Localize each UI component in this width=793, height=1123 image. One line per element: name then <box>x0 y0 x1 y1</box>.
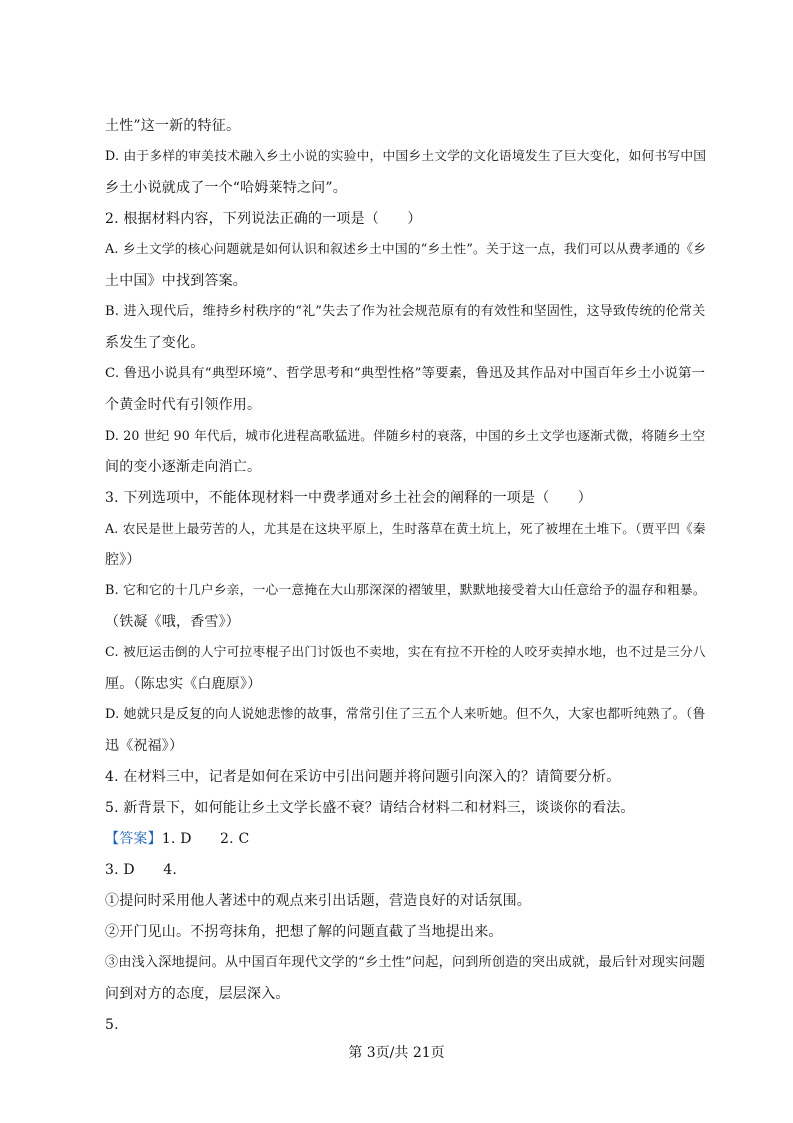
option-c: C. 鲁迅小说具有“典型环境”、哲学思考和“典型性格”等要素，鲁迅及其作品对中国百年乡土小说第一 <box>105 366 706 381</box>
text-line: 系发生了变化。 <box>105 335 205 351</box>
question-4: 4. 在材料三中，记者是如何在采访中引出问题并将问题引向深入的？请简要分析。 <box>105 769 621 785</box>
text-line: 个黄金时代有引领作用。 <box>105 397 262 413</box>
answer-tag: 【答案】 <box>105 831 162 847</box>
text-line: 腔》） <box>105 552 141 568</box>
page-footer: 第 3页/共 21页 <box>348 1045 445 1061</box>
option-b: B. 它和它的十几户乡亲，一心一意掩在大山那深深的褶皱里，默默地接受着大山任意给予的温存和粗暴。 <box>105 583 706 598</box>
answer-text: 1. D 2. C <box>161 831 250 847</box>
option-c: C. 被厄运击倒的人宁可拉枣棍子出门讨饭也不卖地，实在有拉不开栓的人咬牙卖掉水地，也不过是三分八 <box>105 645 706 660</box>
question-3: 3. 下列选项中，不能体现材料一中费孝通对乡土社会的阐释的一项是（ ） <box>105 490 593 506</box>
answer-line <box>105 830 705 848</box>
question-5: 5. 新背景下，如何能让乡土文学长盛不衰？请结合材料二和材料三，谈谈你的看法。 <box>105 800 635 816</box>
question-2: 2. 根据材料内容，下列说法正确的一项是（ ） <box>105 211 422 227</box>
answer-line: 5. <box>105 1017 119 1033</box>
text-line: （铁凝《哦，香雪》） <box>105 614 240 630</box>
option-a: A. 农民是世上最劳苦的人，尤其是在这块平原上，生时落草在黄土坑上，死了被埋在土堆下。（贾平凹《秦 <box>105 521 706 536</box>
text-line: 土中国》中找到答案。 <box>105 273 247 289</box>
text-line: 厘。（陈忠实《白鹿原》） <box>105 676 262 692</box>
option-d: D. 她就只是反复的向人说她悲惨的故事，常常引住了三五个人来听她。但不久，大家也都听纯熟了。（鲁 <box>105 707 706 722</box>
answer-point-2: ②开门见山。不拐弯抹角，把想了解的问题直截了当地提出来。 <box>105 924 503 940</box>
text-line: D. 由于多样的审美技术融入乡土小说的实验中，中国乡土文学的文化语境发生了巨大变化，如何书写中国 <box>105 149 707 164</box>
answer-point-3: ③由浅入深地提问。从中国百年现代文学的“乡土性”问起，问到所创造的突出成就，最后针对现实问题 <box>105 955 706 970</box>
text-line: 间的变小逐渐走向消亡。 <box>105 459 262 475</box>
text-line: 问到对方的态度，层层深入。 <box>105 986 290 1002</box>
text-line: 土性”这一新的特征。 <box>105 118 241 134</box>
option-b: B. 进入现代后，维持乡村秩序的“礼”失去了作为社会规范原有的有效性和坚固性，这导致传统的伦常关 <box>105 304 706 319</box>
option-a: A. 乡土文学的核心问题就是如何认识和叙述乡土中国的“乡土性”。关于这一点，我们可以从费孝通的《乡 <box>105 242 707 257</box>
text-line: 乡土小说就成了一个“哈姆莱特之问”。 <box>105 180 347 196</box>
option-d: D. 20 世纪 90 年代后，城市化进程高歌猛进。伴随乡村的衰落，中国的乡土文学也逐渐式微，将随乡土空 <box>105 428 706 443</box>
text-line: 迅《祝福》） <box>105 738 184 754</box>
answer-line: 3. D 4. <box>105 862 177 878</box>
answer-point-1: ①提问时采用他人著述中的观点来引出话题，营造良好的对话氛围。 <box>105 893 531 909</box>
